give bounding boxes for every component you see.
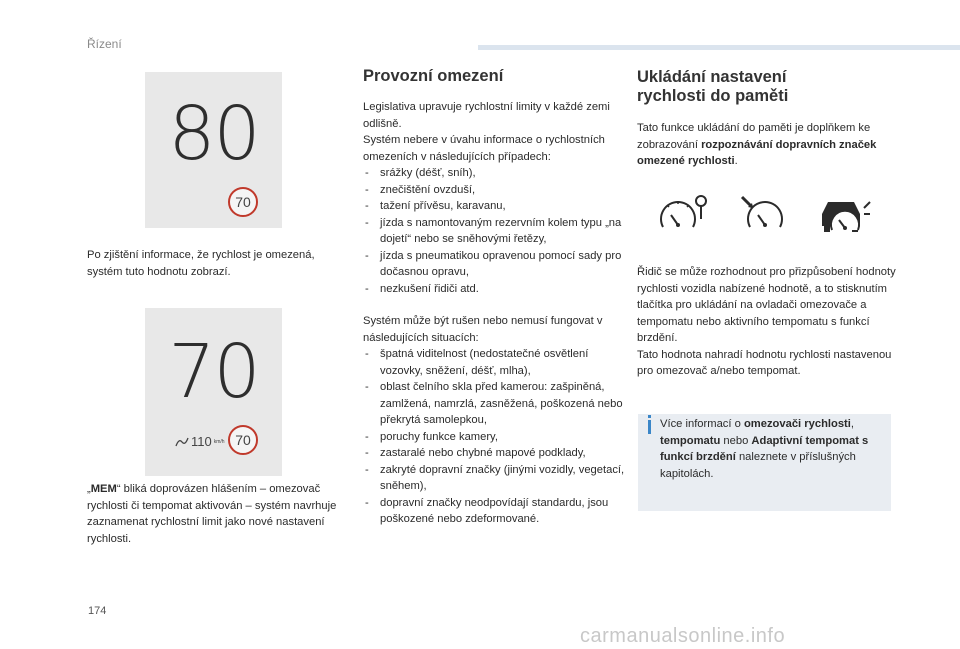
col3-para1-suffix: . <box>734 155 738 167</box>
cruise-control-icon <box>740 193 786 233</box>
section-title: Řízení <box>87 37 122 51</box>
list-item: - poruchy funkce kamery, <box>363 429 625 446</box>
page-number: 174 <box>88 605 107 617</box>
speed-limiter-icon <box>657 193 709 233</box>
list-item: - nezkušení řidiči atd. <box>363 281 625 298</box>
list-item: - oblast čelního skla před kamerou: zašpiněná, zamlžená, namrzlá, zasněžená, poškozená nebo překrytá samolepkou, <box>363 379 625 429</box>
col1-para2-open-quote: „ <box>87 483 91 495</box>
list-item: - jízda s namontovaným rezervním kolem typu „na dojetí“ nebo se sněhovými řetězy, <box>363 215 625 248</box>
col2-list2 <box>363 346 625 528</box>
info-icon <box>648 420 651 434</box>
list-item: - srážky (déšť, sníh), <box>363 165 625 182</box>
list-item: - špatná viditelnost (nedostatečné osvětlení vozovky, sněžení, déšť, mlha), <box>363 346 625 379</box>
col3-para1-text: Tato funkce ukládání do paměti je doplňkem ke zobrazování <box>637 122 871 151</box>
speed-display-panel-1 <box>145 72 282 228</box>
info-text-part: nebo <box>720 434 752 447</box>
col3-para3-text: Tato hodnota nahradí hodnotu rychlosti nastavenou pro omezovač a/nebo tempomat. <box>637 348 892 377</box>
speed-limit-sign: 70 <box>228 187 258 217</box>
col2-body <box>363 99 625 528</box>
list-item: - jízda s pneumatikou opravenou pomocí sady pro dočasnou opravu, <box>363 248 625 281</box>
col1-para2-bold: MEM <box>90 483 117 495</box>
info-icon-dot <box>648 415 651 418</box>
col2-heading: Provozní omezení <box>363 67 504 85</box>
memorized-limit-value: 110 <box>191 434 212 449</box>
info-link-adaptive-cruise: Adaptivní tempomat s funkcí brzdění <box>660 434 869 463</box>
info-text-part: naleznete v příslušných kapitolách. <box>660 451 856 480</box>
col3-para2-text: Řidič se může rozhodnout pro přizpůsobení hodnoty rychlosti vozidla nabízené hodnotě, a to stisknutím tlačítka pro ukládání na ovladači omezovače a tempomatu nebo aktivního tempomatu s funkcí brzdění. <box>637 266 896 344</box>
col2-intro: Legislativa upravuje rychlostní limity v každé zemi odlišně. <box>363 101 610 130</box>
speed-value: 80 <box>168 91 259 177</box>
list-item: - zakryté dopravní značky (jinými vozidly, vegetací, sněhem), <box>363 462 625 495</box>
info-text-part: Více informací o <box>660 418 744 430</box>
memorized-limit-readout <box>175 434 226 449</box>
speed-limit-sign: 70 <box>228 425 258 455</box>
list-item: - dopravní značky neodpovídají standardu, jsou poškozené nebo zdeformované. <box>363 495 625 528</box>
col2-list1 <box>363 165 625 297</box>
watermark: carmanualsonline.info <box>580 625 786 647</box>
list-item: - zastaralé nebo chybné mapové podklady, <box>363 445 625 462</box>
col2-intro3: Systém může být rušen nebo nemusí fungovat v následujících situacích: <box>363 315 603 344</box>
memory-icon <box>175 436 189 448</box>
col3-para2 <box>637 264 897 380</box>
list-item: - tažení přívěsu, karavanu, <box>363 198 625 215</box>
adaptive-cruise-control-icon <box>818 196 872 236</box>
info-link-speed-limiter: omezovači rychlosti <box>743 418 851 430</box>
col3-heading-line1: Ukládání nastavení <box>637 68 787 86</box>
info-text-part: , <box>850 418 855 430</box>
header-rule <box>478 45 960 50</box>
col3-heading <box>637 68 788 106</box>
speed-value: 70 <box>168 329 259 415</box>
list-item: - znečištění ovzduší, <box>363 182 625 199</box>
col1-para2-rest: “ bliká doprovázen hlášením – omezovač rychlosti či tempomat aktivován – systém navrhuje zaznamenat rychlostní limit jako nové nastavení rychlosti. <box>87 483 337 545</box>
col2-intro2: Systém nebere v úvahu informace o rychlostních omezeních v následujících případech: <box>363 134 605 163</box>
col3-heading-line2: rychlosti do paměti <box>637 87 789 105</box>
speed-display-panel-2 <box>145 308 282 476</box>
col1-para1: Po zjištění informace, že rychlost je omezená, systém tuto hodnotu zobrazí. <box>87 249 315 278</box>
info-text <box>660 416 885 482</box>
col3-para1-bold: rozpoznávání dopravních značek omezené rychlosti <box>637 138 877 167</box>
col3-para1 <box>637 120 892 170</box>
col1-para2 <box>87 481 347 547</box>
memorized-limit-unit: km/h <box>213 438 225 445</box>
info-link-cruise-control: tempomatu <box>660 434 721 447</box>
